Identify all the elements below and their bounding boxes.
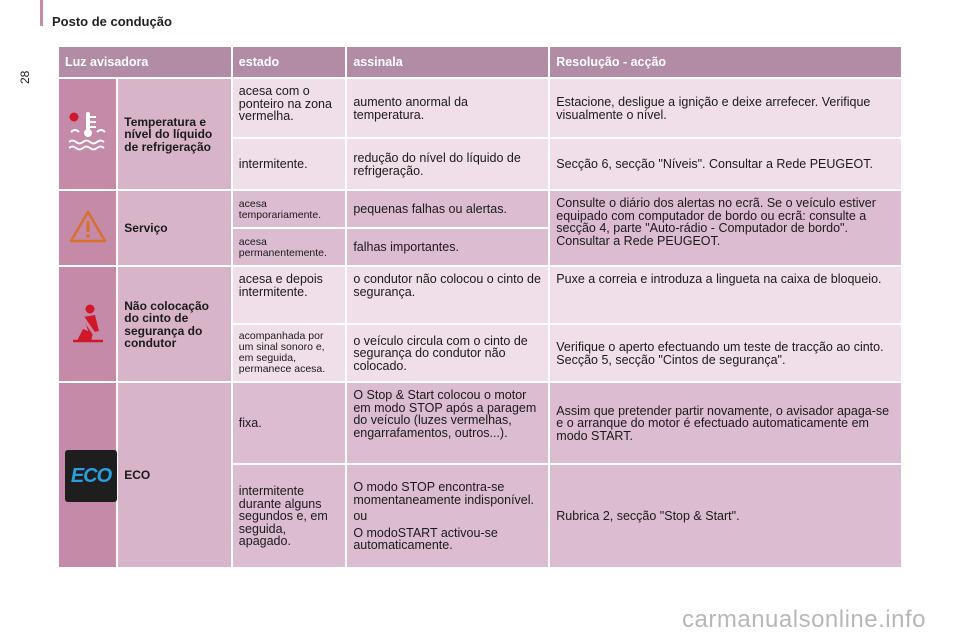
eco-icon: ECO (65, 450, 117, 502)
warning-triangle-icon (69, 210, 107, 247)
service-meaning-1: pequenas falhas ou alertas. (347, 191, 548, 227)
coolant-meaning-1: aumento anormal da temperatura. (347, 79, 548, 137)
seatbelt-resolution-2: Verifique o aperto efectuando um teste de tracção ao cinto. Secção 5, secção "Cintos de segurança". (550, 325, 901, 381)
service-name: Serviço (118, 191, 231, 265)
header-resolution: Resolução - acção (550, 47, 901, 77)
seatbelt-meaning-1: o condutor não colocou o cinto de segurança. (347, 267, 548, 323)
page-number: 28 (18, 70, 32, 84)
coolant-name: Temperatura e nível do líquido de refrigeração (118, 79, 231, 189)
eco-meaning-2a: O modo STOP encontra-se momentaneamente indisponível. (353, 480, 534, 507)
eco-resolution-1: Assim que pretender partir novamente, o avisador apaga-se e o arranque do motor é efectuado automaticamente em modo START. (550, 383, 901, 463)
eco-name: ECO (118, 383, 231, 567)
eco-meaning-2 (347, 465, 548, 567)
seatbelt-icon-cell (59, 267, 116, 381)
service-state-2: acesa permanentemente. (233, 229, 346, 265)
page-number-wrap (18, 54, 38, 94)
eco-state-1: fixa. (233, 383, 346, 463)
table-row (59, 79, 901, 137)
eco-meaning-2b: O modoSTART activou-se automaticamente. (353, 525, 498, 553)
seatbelt-state-2: acompanhada por um sinal sonoro e, em seguida, permanece acesa. (233, 325, 346, 381)
eco-state-2: intermitente durante alguns segundos e, em seguida, apagado. (233, 465, 346, 567)
seatbelt-resolution-1: Puxe a correia e introduza a lingueta na caixa de bloqueio. (550, 267, 901, 323)
header-meaning: assinala (347, 47, 548, 77)
seatbelt-icon (69, 303, 107, 346)
seatbelt-meaning-2: o veículo circula com o cinto de segurança do condutor não colocado. (347, 325, 548, 381)
seatbelt-name: Não colocação do cinto de segurança do condutor (118, 267, 231, 381)
table-header-row (59, 47, 901, 77)
coolant-temperature-icon (66, 110, 110, 159)
eco-meaning-or: ou (353, 509, 368, 524)
service-state-1: acesa temporariamente. (233, 191, 346, 227)
table-row (59, 191, 901, 227)
coolant-state-2: intermitente. (233, 139, 346, 189)
service-meaning-2: falhas importantes. (347, 229, 548, 265)
warning-lights-table (57, 45, 903, 569)
header-light: Luz avisadora (59, 47, 231, 77)
seatbelt-state-1: acesa e depois intermitente. (233, 267, 346, 323)
service-resolution: Consulte o diário dos alertas no ecrã. Se o veículo estiver equipado com computador de bordo ou ecrã: consulte a secção 4, parte "Auto-rádio - Computador de bordo". Consultar a Rede PEUGEOT. (550, 191, 901, 265)
eco-icon-cell (59, 383, 116, 567)
table-row (59, 267, 901, 323)
coolant-state-1: acesa com o ponteiro na zona vermelha. (233, 79, 346, 137)
section-accent-bar (40, 0, 43, 26)
coolant-resolution-1: Estacione, desligue a ignição e deixe arrefecer. Verifique visualmente o nível. (550, 79, 901, 137)
eco-resolution-2: Rubrica 2, secção "Stop & Start". (550, 465, 901, 567)
eco-meaning-1: O Stop & Start colocou o motor em modo STOP após a paragem do veículo (luzes vermelhas, engarrafamentos, outros...). (347, 383, 548, 463)
coolant-meaning-2: redução do nível do líquido de refrigeração. (347, 139, 548, 189)
section-title: Posto de condução (52, 14, 172, 29)
coolant-icon-cell (59, 79, 116, 189)
service-icon-cell (59, 191, 116, 265)
watermark: carmanualsonline.info (682, 606, 926, 633)
table-row (59, 383, 901, 463)
coolant-resolution-2: Secção 6, secção "Níveis". Consultar a Rede PEUGEOT. (550, 139, 901, 189)
header-state: estado (233, 47, 346, 77)
